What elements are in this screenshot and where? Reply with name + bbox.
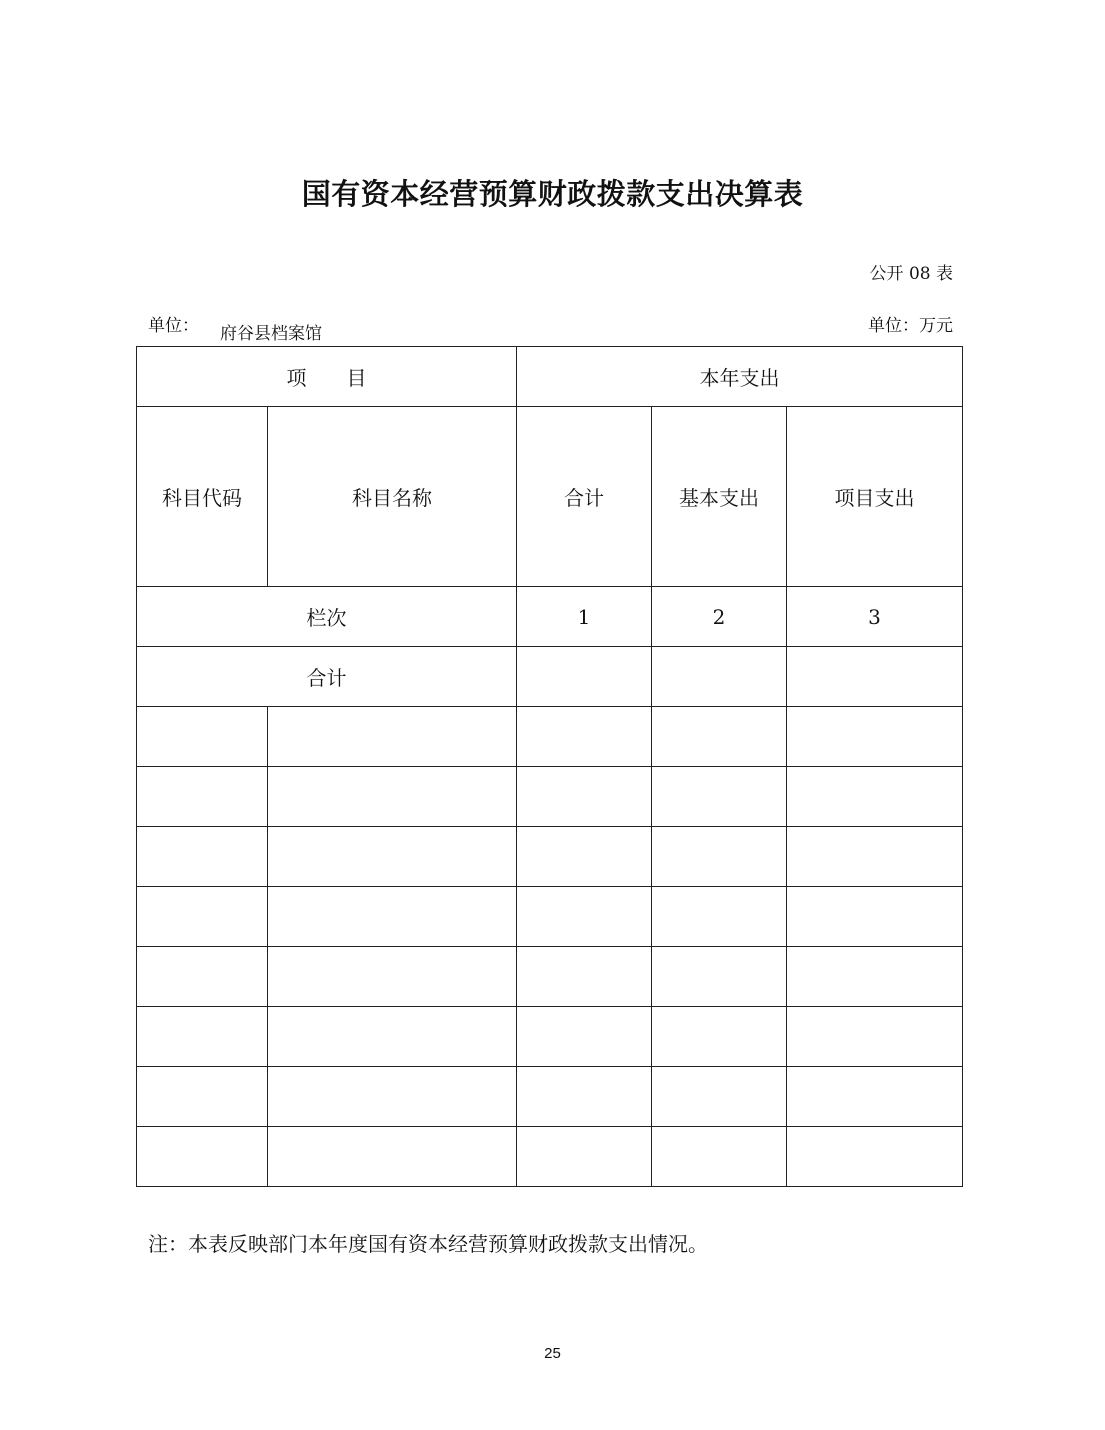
header-item-left: 项 (286, 366, 307, 390)
col-basic-header: 基本支出 (652, 407, 787, 587)
page-title: 国有资本经营预算财政拨款支出决算表 (301, 177, 804, 211)
table-cell (787, 1067, 963, 1127)
table-cell (137, 707, 268, 767)
table-cell (268, 707, 517, 767)
table-cell (787, 707, 963, 767)
page-number: 25 (544, 1345, 561, 1362)
index-row (137, 587, 963, 647)
table-cell (137, 1127, 268, 1187)
table-row (137, 827, 963, 887)
table-cell (787, 767, 963, 827)
table-row (137, 767, 963, 827)
table-cell (652, 707, 787, 767)
table-cell (787, 887, 963, 947)
header-row-1 (137, 347, 963, 407)
table-cell (137, 827, 268, 887)
table-cell (787, 1127, 963, 1187)
total-row (137, 647, 963, 707)
table-cell (137, 1007, 268, 1067)
table-cell (517, 1007, 652, 1067)
table-cell (268, 1127, 517, 1187)
table-cell (137, 947, 268, 1007)
table-row (137, 1067, 963, 1127)
table-cell (787, 947, 963, 1007)
col-project-header: 项目支出 (787, 407, 963, 587)
table-cell (652, 887, 787, 947)
form-number: 公开 08 表 (869, 264, 953, 284)
col-total-header: 合计 (517, 407, 652, 587)
table-cell (517, 1067, 652, 1127)
index-2: 2 (652, 587, 787, 647)
index-row-label: 栏次 (137, 587, 517, 647)
table-cell (137, 1067, 268, 1127)
unit-name: 府谷县档案馆 (220, 324, 322, 344)
table-cell (787, 827, 963, 887)
total-cell (517, 647, 652, 707)
table-cell (268, 767, 517, 827)
table-cell (652, 1067, 787, 1127)
total-cell (652, 647, 787, 707)
index-3: 3 (787, 587, 963, 647)
table-cell (652, 827, 787, 887)
table-cell (517, 947, 652, 1007)
header-item (137, 347, 517, 407)
col-code-header: 科目代码 (137, 407, 268, 587)
table-row (137, 1007, 963, 1067)
index-1: 1 (517, 587, 652, 647)
table-cell (137, 887, 268, 947)
table-cell (652, 1127, 787, 1187)
table-cell (517, 827, 652, 887)
table-cell (652, 767, 787, 827)
table-cell (517, 1127, 652, 1187)
unit-label: 单位： (148, 316, 199, 336)
table-row (137, 707, 963, 767)
table-cell (787, 1007, 963, 1067)
table-cell (268, 1067, 517, 1127)
header-item-right: 目 (346, 366, 367, 390)
table-cell (517, 887, 652, 947)
total-cell (787, 647, 963, 707)
table-row (137, 887, 963, 947)
table-cell (652, 1007, 787, 1067)
col-name-header: 科目名称 (268, 407, 517, 587)
table-cell (137, 767, 268, 827)
total-row-label: 合计 (137, 647, 517, 707)
table-cell (268, 947, 517, 1007)
table-cell (517, 767, 652, 827)
expenditure-table (136, 346, 963, 1187)
table-row (137, 1127, 963, 1187)
table-cell (268, 1007, 517, 1067)
table-cell (652, 947, 787, 1007)
table-cell (268, 827, 517, 887)
header-current-year: 本年支出 (517, 347, 963, 407)
unit-currency: 单位：万元 (868, 316, 953, 336)
table-cell (268, 887, 517, 947)
footnote: 注：本表反映部门本年度国有资本经营预算财政拨款支出情况。 (148, 1232, 708, 1256)
table-cell (517, 707, 652, 767)
header-row-2 (137, 407, 963, 587)
table-row (137, 947, 963, 1007)
